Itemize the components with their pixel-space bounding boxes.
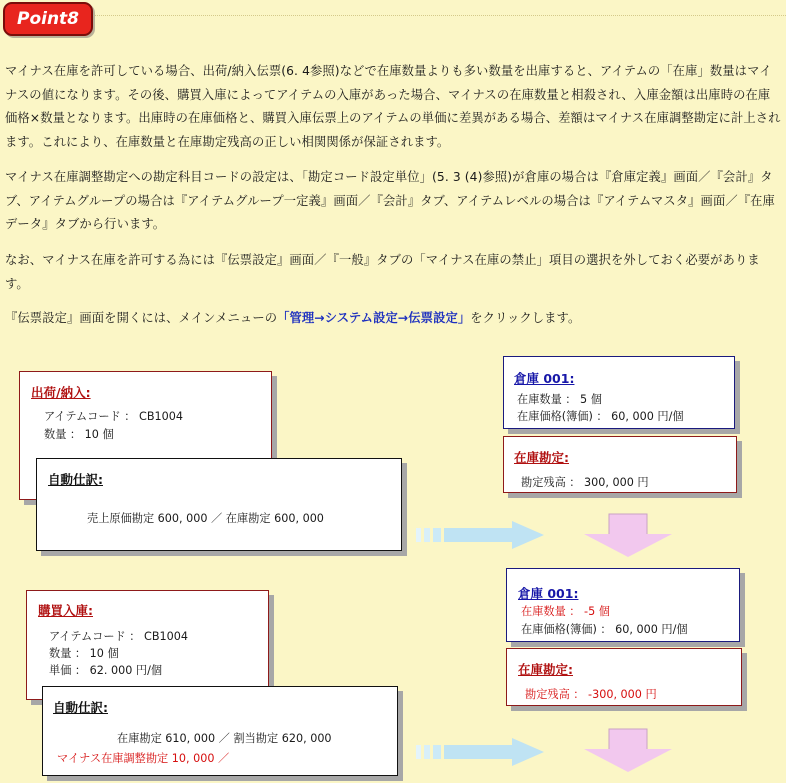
point-badge: Point8 (3, 2, 93, 36)
purchase-box (26, 590, 269, 700)
paragraph-1: マイナス在庫を許可している場合、出荷/納入伝票(6. 4参照)などで在庫数量よりも多い数量を出庫すると、アイテムの「在庫」数量はマイナスの値になります。その後、購買入庫によってアイテムの入庫があった場合、マイナスの在庫数量と相殺され、入庫金額は出庫時の在庫価格×数量となります。出庫時の在庫価格と、購買入庫伝票上のアイテムの単価に差異がある場合、差額はマイナス在庫調整勘定に計上されます。これにより、在庫数量と在庫勘定残高の正しい相関関係が保証されます。 (5, 64, 781, 149)
shipping-title: 出荷/納入: (31, 385, 91, 400)
shipping-item-code: アイテムコード ： CB1004 (44, 410, 184, 423)
warehouse-box-1 (503, 356, 735, 429)
paragraph-4 (5, 307, 781, 331)
warehouse-stock-price-2: 在庫価格(簿価) ： 60, 000 円/個 (521, 623, 688, 636)
purchase-item-code: アイテムコード ： CB1004 (49, 630, 189, 643)
warehouse-title-2: 倉庫 001: (518, 586, 579, 601)
warehouse-stock-price-1: 在庫価格(簿価) ： 60, 000 円/個 (517, 410, 684, 423)
journal-title-2: 自動仕訳: (53, 700, 108, 715)
arrow-down-icon (582, 727, 674, 773)
arrow-right-icon (416, 737, 546, 767)
purchase-title: 購買入庫: (38, 603, 93, 618)
inventory-account-box-2 (506, 648, 742, 706)
inventory-balance-1: 勘定残高 ： 300, 000 円 (521, 476, 649, 489)
warehouse-stock-qty-1: 在庫数量 ： 5 個 (517, 393, 602, 406)
arrow-down-icon (582, 512, 674, 558)
journal-entry-1: 売上原価勘定 600, 000 ／ 在庫勘定 600, 000 (87, 512, 324, 525)
arrow-right-icon (416, 520, 546, 550)
inventory-account-box-1 (503, 436, 737, 493)
journal-entry-2: 在庫勘定 610, 000 ／ 割当勘定 620, 000 (117, 732, 332, 745)
warehouse-box-2 (506, 568, 740, 642)
journal-box-2 (42, 686, 398, 776)
divider (95, 15, 786, 16)
paragraph-2: マイナス在庫調整勘定への勘定科目コードの設定は、「勘定コード設定単位」(5. 3 (4)参照)が倉庫の場合は『倉庫定義』画面／『会計』タブ、アイテムグループの場合は『アイテムグループ一定義』画面／『会計』タブ、アイテムレベルの場合は『アイテムマスタ』画面／『在庫データ』タブから行います。 (5, 170, 775, 231)
menu-path-highlight: 「管理→システム設定→伝票設定」 (277, 311, 471, 325)
paragraph-3: なお、マイナス在庫を許可する為には『伝票設定』画面／『一般』タブの「マイナス在庫の禁止」項目の選択を外しておく必要があります。 (5, 253, 760, 291)
shipping-quantity: 数量 ： 10 個 (44, 428, 114, 441)
inventory-account-title-1: 在庫勘定: (514, 450, 569, 465)
inventory-balance-2: 勘定残高 ： -300, 000 円 (525, 688, 657, 701)
journal-box-1 (36, 458, 402, 551)
journal-entry-adjustment: マイナス在庫調整勘定 10, 000 ／ (57, 752, 230, 765)
purchase-unit-price: 単価 ： 62. 000 円/個 (49, 664, 163, 677)
warehouse-title-1: 倉庫 001: (514, 371, 575, 386)
paragraph-4-before: 『伝票設定』画面を開くには、メインメニューの (5, 311, 278, 325)
paragraph-4-after: をクリックします。 (470, 311, 581, 325)
journal-title-1: 自動仕訳: (48, 472, 103, 487)
inventory-account-title-2: 在庫勘定: (518, 662, 573, 677)
warehouse-stock-qty-2: 在庫数量 ： -5 個 (521, 605, 610, 618)
purchase-quantity: 数量 ： 10 個 (49, 647, 119, 660)
